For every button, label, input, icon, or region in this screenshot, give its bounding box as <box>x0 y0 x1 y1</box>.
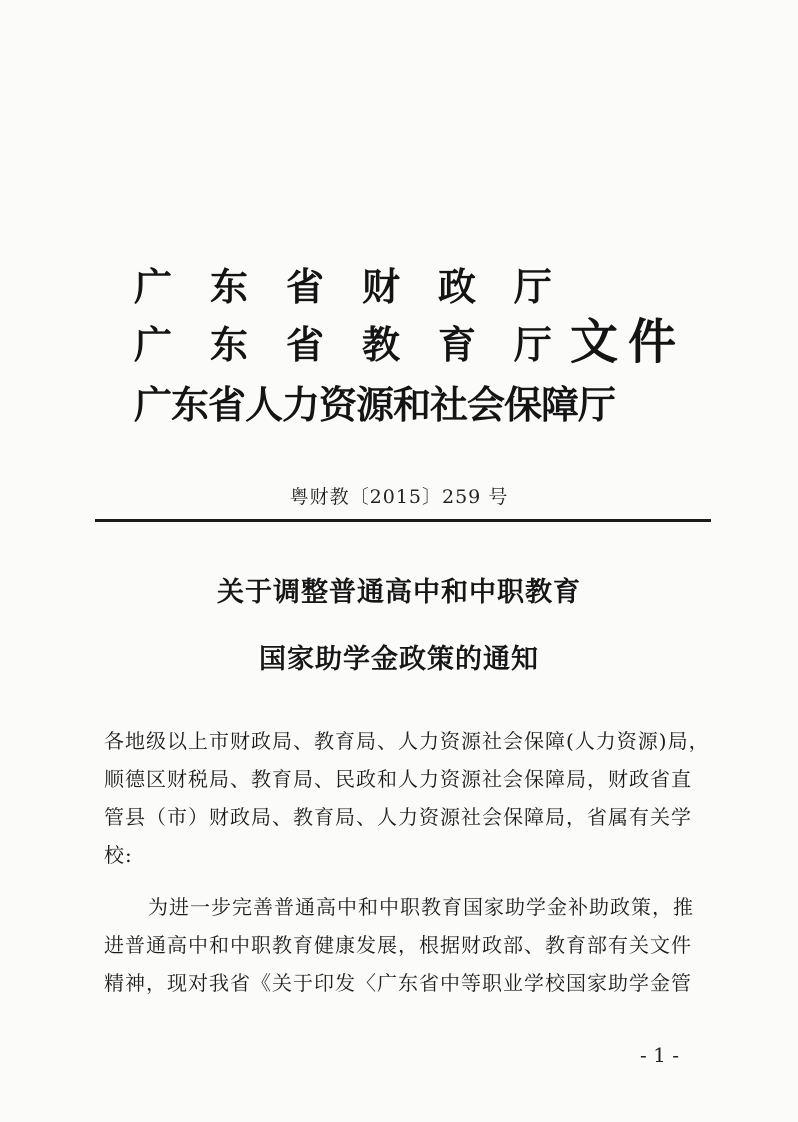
issuer-char: 教 <box>361 322 400 367</box>
issuer-char: 省 <box>285 322 324 367</box>
file-label: 文件 <box>570 314 687 370</box>
issuer-finance-chars <box>134 264 552 309</box>
issuer-char: 厅 <box>513 322 552 367</box>
issuer-char: 财 <box>361 264 400 309</box>
paragraph-line: 精神，现对我省《关于印发〈广东省中等职业学校国家助学金管 <box>104 971 692 995</box>
issuer-char: 省 <box>285 264 324 309</box>
issuer-char: 东 <box>209 322 248 367</box>
issuer-char: 广 <box>134 264 173 309</box>
document-title-line-2: 国家助学金政策的通知 <box>259 644 539 675</box>
body-paragraph <box>104 888 714 1002</box>
page-number: - 1 - <box>640 1043 679 1067</box>
paragraph-line: 进普通高中和中职教育健康发展，根据财政部、教育部有关文件 <box>104 933 692 957</box>
document-title-line-1: 关于调整普通高中和中职教育 <box>217 577 581 608</box>
paragraph-line: 为进一步完善普通高中和中职教育国家助学金补助政策，推 <box>148 895 694 919</box>
issuer-hr-text: 广东省人力资源和社会保障厅 <box>134 382 616 427</box>
issuer-char: 广 <box>134 322 173 367</box>
issuer-education-chars <box>134 322 552 367</box>
issuer-char: 育 <box>437 322 476 367</box>
header-divider <box>95 519 711 522</box>
addressee-line: 各地级以上市财政局、教育局、人力资源社会保障(人力资源)局， <box>104 729 710 753</box>
document-number: 粤财教〔2015〕259 号 <box>289 486 509 508</box>
issuer-char: 政 <box>437 264 476 309</box>
issuer-char: 厅 <box>513 264 552 309</box>
issuer-char: 东 <box>209 264 248 309</box>
issuer-finance-dept <box>134 262 552 312</box>
issuer-education-dept <box>134 320 552 370</box>
addressee-line: 管县（市）财政局、教育局、人力资源社会保障局，省属有关学 <box>104 805 692 829</box>
addressee-line: 顺德区财税局、教育局、民政和人力资源社会保障局，财政省直 <box>104 767 692 791</box>
issuer-hr-dept <box>134 380 615 430</box>
addressee-line: 校: <box>104 843 133 867</box>
addressee-block <box>104 722 714 874</box>
